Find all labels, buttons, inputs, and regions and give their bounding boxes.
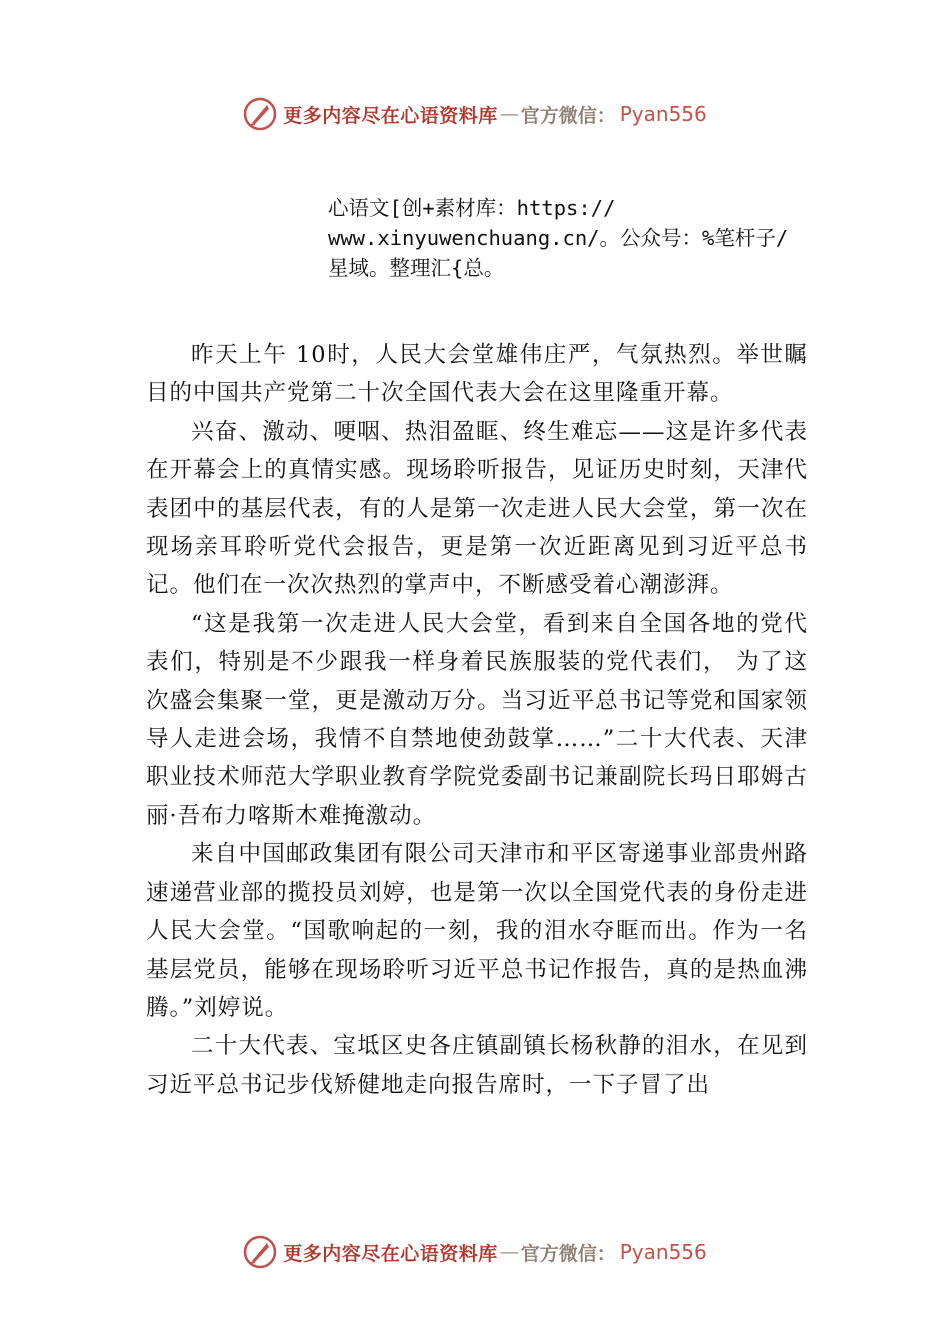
banner-text: 更多内容尽在心语资料库 — [283, 1242, 498, 1265]
wechat-id: Pyan556 — [619, 1240, 707, 1264]
source-note-line: www.xinyuwenchuang.cn/。公众号：%笔杆子/ — [328, 226, 789, 250]
quill-logo-icon — [243, 1235, 277, 1269]
footer-banner — [0, 1232, 950, 1272]
source-note-line: 星域。整理汇{总。 — [328, 256, 505, 280]
banner-text: 更多内容尽在心语资料库 — [283, 104, 498, 127]
banner-label: 官方微信： — [520, 104, 616, 127]
source-note — [328, 193, 848, 283]
source-note-line: 心语文[创+素材库：https:// — [328, 196, 616, 220]
banner-separator: — — [499, 103, 519, 125]
paragraph: 二十大代表、宝坻区史各庄镇副镇长杨秋静的泪水，在见到习近平总书记步伐矫健地走向报告席时，一下子冒了出 — [146, 1033, 808, 1098]
header-banner — [0, 94, 950, 134]
paragraph: “这是我第一次走进人民大会堂，看到来自全国各地的党代表们，特别是不少跟我一样身着民族服装的党代表们， 为了这次盛会集聚一堂，更是激动万分。当习近平总书记等党和国家领导人走进会场，我情不自禁地使劲鼓掌……”二十大代表、天津职业技术师范大学职业教育学院党委副书记兼副院长玛日耶姆古丽·吾布力喀斯木难掩激动。 — [146, 610, 808, 829]
paragraph: 兴奋、激动、哽咽、热泪盈眶、终生难忘——这是许多代表在开幕会上的真情实感。现场聆听报告，见证历史时刻，天津代表团中的基层代表，有的人是第一次走进人民大会堂，第一次在现场亲耳聆听党代会报告，更是第一次近距离见到习近平总书记。他们在一次次热烈的掌声中，不断感受着心潮澎湃。 — [146, 418, 808, 599]
wechat-id: Pyan556 — [619, 102, 707, 126]
quill-logo-icon — [243, 97, 277, 131]
banner-separator: — — [499, 1241, 519, 1263]
paragraph: 昨天上午 10时，人民大会堂雄伟庄严，气氛热烈。举世瞩目的中国共产党第二十次全国代表大会在这里隆重开幕。 — [146, 342, 808, 407]
article-body — [146, 336, 808, 1104]
paragraph: 来自中国邮政集团有限公司天津市和平区寄递事业部贵州路速递营业部的揽投员刘婷，也是第一次以全国党代表的身份走进人民大会堂。“国歌响起的一刻，我的泪水夺眶而出。作为一名基层党员，能够在现场聆听习近平总书记作报告，真的是热血沸腾。”刘婷说。 — [146, 841, 808, 1021]
banner-label: 官方微信： — [520, 1242, 616, 1265]
